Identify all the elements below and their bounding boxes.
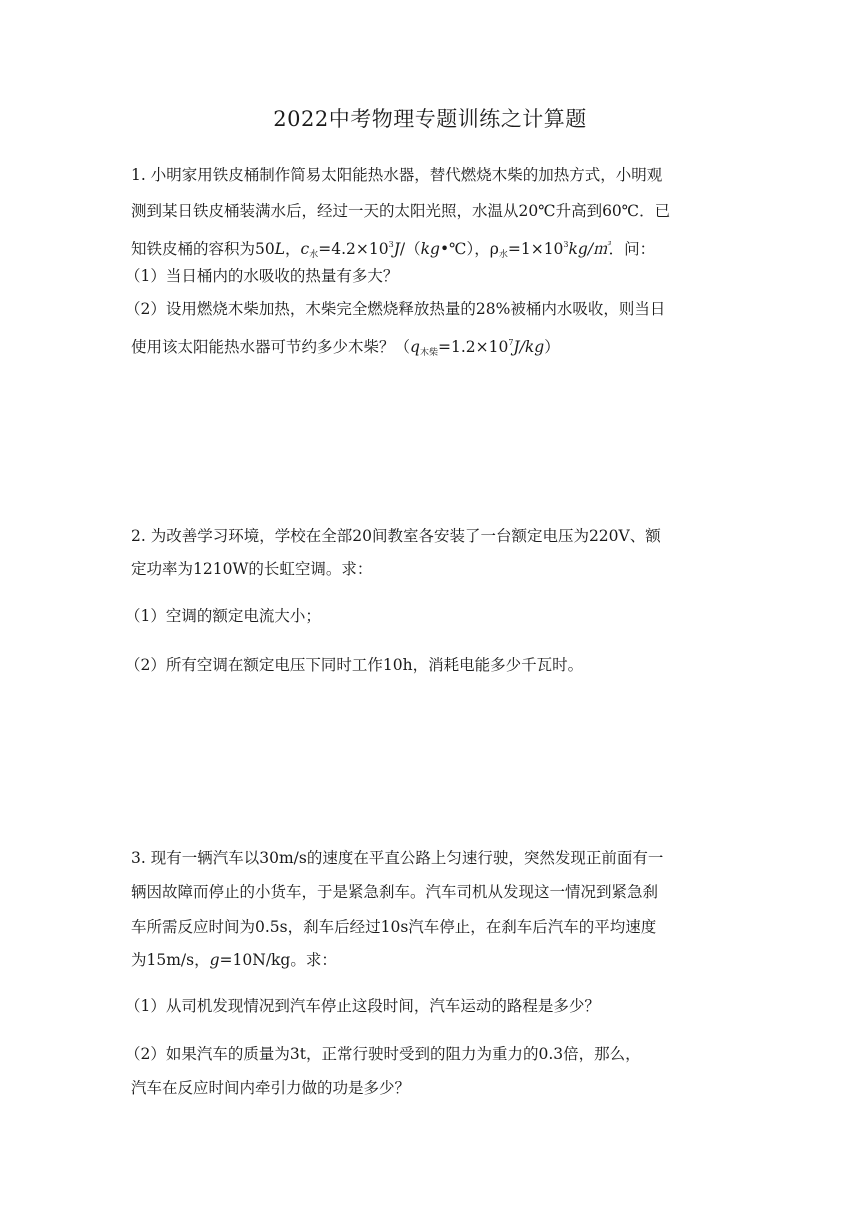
q1-l3-b: ，	[285, 240, 301, 258]
q3-line-1: 3. 现有一辆汽车以30m/s的速度在平直公路上匀速行驶，突然发现正前面有一	[131, 849, 664, 867]
q3-l4-g: g	[209, 951, 220, 969]
q1-p2-a: 使用该太阳能热水器可节约多少木柴？（	[131, 338, 411, 356]
q1-l3-i: ．问：	[608, 240, 656, 258]
q1-l3-exp: 3	[388, 240, 394, 249]
q3-line-2: 辆因故障而停止的小货车，于是紧急刹车。汽车司机从发现这一情况到紧急刹	[131, 883, 659, 901]
q1-line-1: 1. 小明家用铁皮桶制作简易太阳能热水器，替代燃烧木柴的加热方式，小明观	[131, 166, 663, 184]
q1-p2-exp: 7	[508, 338, 514, 347]
q1-part-1: （1）当日桶内的水吸收的热量有多大？	[125, 267, 399, 285]
q1-p2-c: ）	[544, 338, 560, 356]
q1-line-2: 测到某日铁皮桶装满水后，经过一天的太阳光照，水温从20℃升高到60℃．已	[131, 202, 671, 220]
q1-line-3	[131, 234, 655, 266]
q1-l3-c: c	[300, 240, 310, 258]
q3-line-3: 车所需反应时间为0.5s，刹车后经过10s汽车停止，在刹车后汽车的平均速度	[131, 918, 657, 936]
q1-l3-h: =1×10	[507, 240, 564, 258]
q2-part-2: （2）所有空调在额定电压下同时工作10h，消耗电能多少千瓦时。	[125, 656, 584, 674]
q2-part-1: （1）空调的额定电流大小；	[125, 607, 321, 625]
q1-l3-f: /（	[399, 240, 421, 258]
q1-p2-unit: J/kg	[513, 338, 545, 356]
q1-l3-a: 知铁皮桶的容积为50	[131, 240, 275, 258]
q3-l4-b: =10N/kg。求：	[219, 951, 337, 969]
q1-p2-q-sub: 木柴	[419, 348, 438, 358]
q1-l3-L: L	[274, 240, 286, 258]
q1-part-2-line-1: （2）设用燃烧木柴加热，木柴完全燃烧释放热量的28%被桶内水吸收，则当日	[125, 300, 666, 318]
page-title: 2022中考物理专题训练之计算题	[273, 107, 587, 131]
q1-l3-g: •℃），ρ	[439, 240, 499, 258]
q3-part-2-line-2: 汽车在反应时间内牵引力做的功是多少？	[131, 1079, 411, 1097]
q1-part-2-line-2	[131, 332, 560, 364]
q1-l3-kg: kg	[420, 240, 440, 258]
q1-l3-d: =4.2×10	[318, 240, 389, 258]
q2-line-1: 2. 为改善学习环境，学校在全部20间教室各安装了一台额定电压为220V、额	[131, 527, 661, 545]
q1-p2-q: q	[410, 338, 420, 356]
q3-part-2-line-1: （2）如果汽车的质量为3t，正常行驶时受到的阻力为重力的0.3倍，那么，	[125, 1045, 641, 1063]
q1-l3-J: J	[393, 240, 400, 258]
q2-line-2: 定功率为1210W的长虹空调。求：	[131, 560, 373, 578]
q1-l3-c-sub: 水	[309, 250, 319, 260]
q1-l3-rho-sub: 水	[498, 250, 508, 260]
q3-l4-a: 为15m/s，	[131, 951, 210, 969]
q3-line-4	[131, 949, 337, 971]
q1-l3-kgm: kg/㎥	[568, 240, 609, 258]
q1-p2-b: =1.2×10	[437, 338, 509, 356]
q3-part-1: （1）从司机发现情况到汽车停止这段时间，汽车运动的路程是多少？	[125, 997, 600, 1015]
q1-l3-exp-b: 3	[563, 240, 569, 249]
